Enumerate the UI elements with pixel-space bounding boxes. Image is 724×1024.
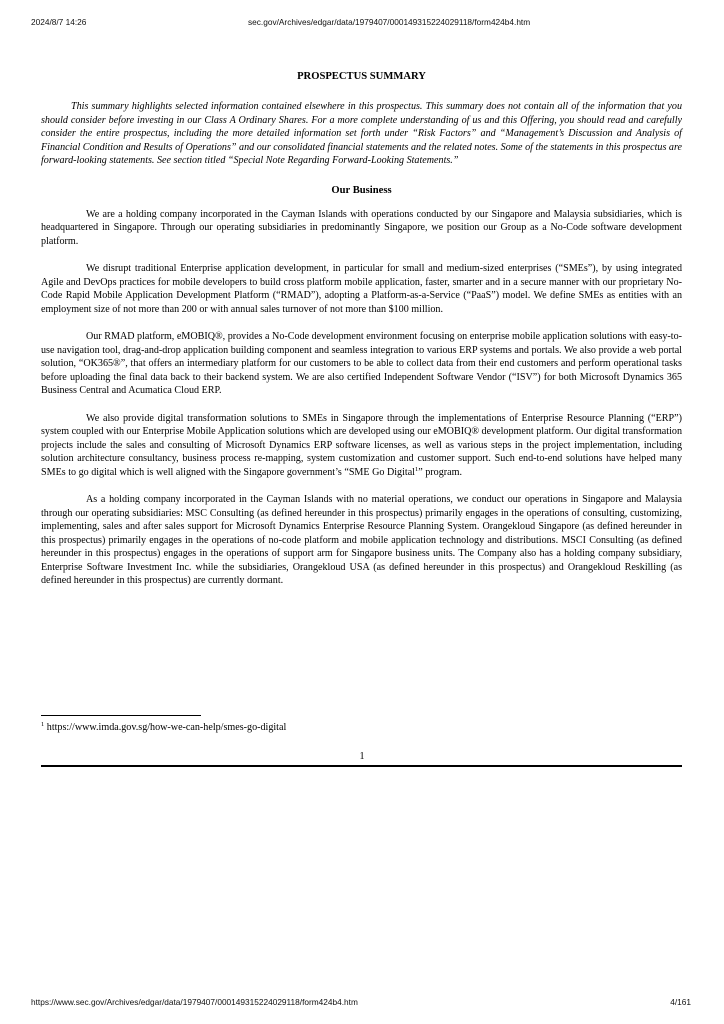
print-page-count: 4/161 — [670, 997, 691, 1007]
print-header — [0, 17, 724, 29]
print-datetime: 2024/8/7 14:26 — [31, 17, 87, 27]
paragraph-1: We are a holding company incorporated in the Cayman Islands with operations conducted by our Singapore and Malaysia subsidiaries, which is headquartered in Singapore. Through our operating subsidiaries in predominantly Singapore, we position our Group as a No-Code software development platform. — [41, 208, 682, 247]
paragraph-4 — [41, 412, 682, 480]
intro-paragraph: This summary highlights selected information contained elsewhere in this prospectus. This summary does not contain all of the information that you should consider before investing in our Class A Ordinary Shares. For a more complete understanding of us and this Offering, you should read and carefully consider the entire prospectus, including the more detailed information set forth under “Risk Factors” and “Management’s Discussion and Analysis of Financial Condition and Results of Operations” and our consolidated financial statements and the related notes. Some of the statements in this prospectus are forward-looking statements. See section titled “Special Note Regarding Forward-Looking Statements.” — [41, 101, 682, 167]
footnote-reference: 1 — [415, 465, 419, 473]
print-header-url: sec.gov/Archives/edgar/data/1979407/000149315224029118/form424b4.htm — [248, 17, 531, 27]
print-footer-url: https://www.sec.gov/Archives/edgar/data/1979407/000149315224029118/form424b4.htm — [31, 997, 358, 1007]
document-body — [41, 70, 682, 602]
section-heading: Our Business — [331, 184, 392, 196]
page-divider — [41, 765, 682, 767]
paragraph-2: We disrupt traditional Enterprise application development, in particular for small and medium-sized enterprises (“SMEs”), by using integrated Agile and DevOps practices for mobile developers to build cross platform mobile application, faster, smarter and in a secure manner with our proprietary No-Code Rapid Mobile Application Development Platform (“RMAD”), adopting a Platform-as-a-Service (“PaaS”) model. We define SMEs as entities with an employment size of not more than 200 or with annual sales turnover of not more than $100 million. — [41, 263, 682, 315]
footnote-divider — [41, 715, 201, 716]
footnote — [41, 721, 286, 734]
paragraph-4-text: We also provide digital transformation solutions to SMEs in Singapore through the implementations of Enterprise Resource Planning (“ERP”) system coupled with our Enterprise Mobile Application solutions which are developed using our eMOBIQ® development platform. Our digital transformation projects include the sales and consulting of Microsoft Dynamics ERP software licenses, as well as various steps in the project implementation, including solution architecture consultancy, business process re-mapping, system customization and customer support. Such end-to-end solutions have helped many SMEs to go digital which is well aligned with the Singapore government’s “SME Go Digital — [41, 412, 682, 478]
footnote-marker: 1 — [41, 721, 45, 728]
paragraph-3: Our RMAD platform, eMOBIQ®, provides a No-Code development environment focusing on enterprise mobile application solutions with easy-to-use navigation tool, drag-and-drop application building component and seamless integration to various ERP systems and portals. We also provide a web portal solution, “OK365®”, that offers an intermediary platform for our customers to be able to collect data from their end customers and perform operational tasks before uploading the final data back to their backend system. We are also certified Independent Software Vendor (“ISV”) for both Microsoft Dynamics 365 Business Central and Acumatica Cloud ERP. — [41, 331, 682, 397]
page-title: PROSPECTUS SUMMARY — [297, 71, 426, 82]
footnote-link[interactable]: https://www.imda.gov.sg/how-we-can-help/smes-go-digital — [44, 722, 287, 733]
paragraph-5: As a holding company incorporated in the Cayman Islands with no material operations, we conduct our operations in Singapore and Malaysia through our operating subsidiaries: MSC Consulting (as defined hereunder in this prospectus) primarily engages in the operations of consulting, customizing, implementing, sales and after sales support for Microsoft Dynamics Enterprise Resource Planning System. Orangekloud Singapore (as defined hereunder in this prospectus) primarily engages in the operations of no-code platform and mobile application technology and distributions. MSCI Consulting (as defined hereunder in this prospectus) engages in the operations of support arm for Singapore business units. The Company also has a holding company subsidiary, Enterprise Software Investment Inc. while the subsidiaries, Orangekloud USA (as defined hereunder in this prospectus) and Orangekloud Reskilling (as defined hereunder in this prospectus) are currently dormant. — [41, 494, 682, 587]
page-number: 1 — [359, 751, 365, 762]
paragraph-4-tail: ” program. — [418, 466, 462, 478]
print-footer — [0, 997, 724, 1009]
